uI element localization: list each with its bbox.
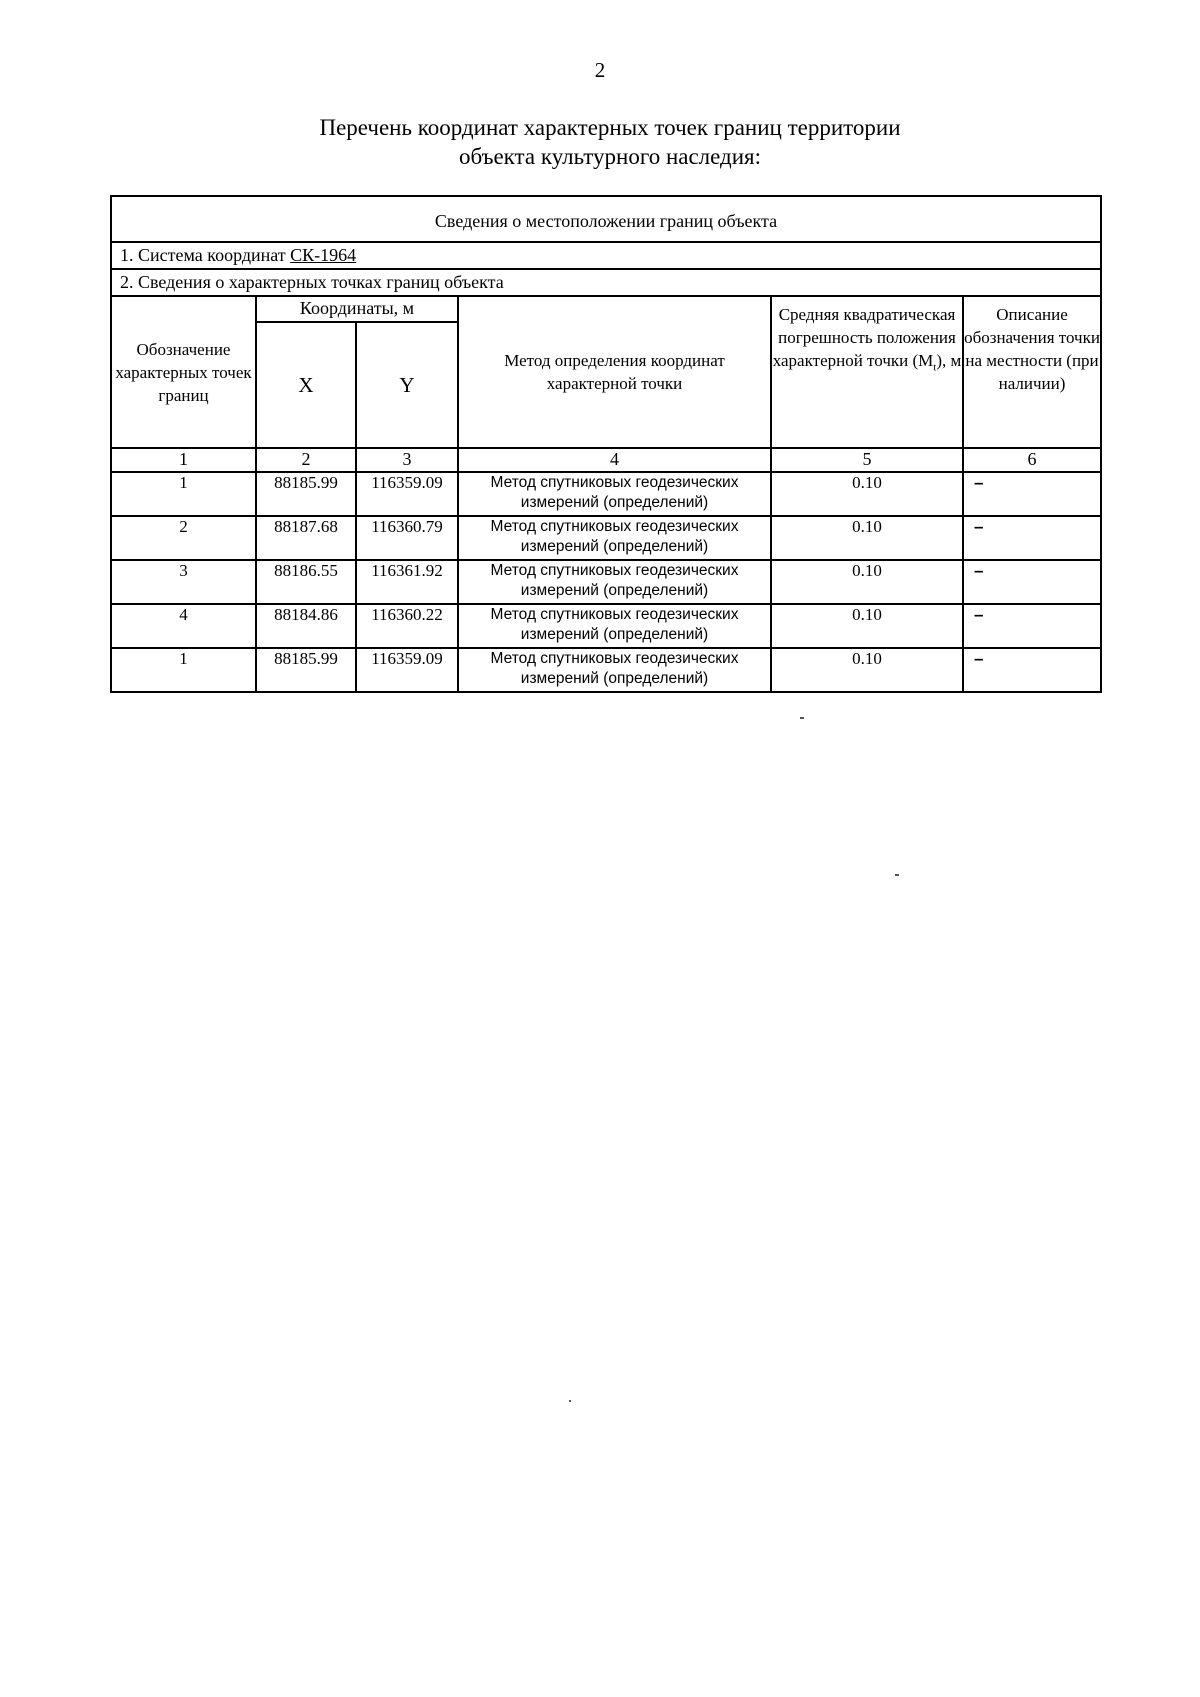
x-coordinate: 88185.99 bbox=[256, 648, 356, 692]
column-number: 1 bbox=[111, 448, 256, 472]
method-cell: Метод спутниковых геодезических измерений (определений) bbox=[458, 516, 771, 560]
y-coordinate: 116359.09 bbox=[356, 472, 458, 516]
header-x: X bbox=[256, 322, 356, 448]
method-cell: Метод спутниковых геодезических измерений (определений) bbox=[458, 648, 771, 692]
header-error-prefix: Средняя квадратическая погрешность положения характерной точки (M bbox=[772, 305, 956, 370]
table-row bbox=[111, 472, 1101, 516]
scan-speck bbox=[569, 1400, 571, 1402]
coordinate-system-label: 1. Система координат bbox=[120, 245, 291, 265]
description-cell: – bbox=[963, 604, 1101, 648]
coordinate-system-value: СК-1964 bbox=[290, 245, 357, 265]
y-coordinate: 116359.09 bbox=[356, 648, 458, 692]
column-number: 4 bbox=[458, 448, 771, 472]
header-designation: Обозначение характерных точек границ bbox=[111, 296, 256, 448]
description-cell: – bbox=[963, 560, 1101, 604]
point-number: 1 bbox=[111, 648, 256, 692]
x-coordinate: 88185.99 bbox=[256, 472, 356, 516]
header-error bbox=[771, 296, 963, 448]
y-coordinate: 116361.92 bbox=[356, 560, 458, 604]
coordinates-table bbox=[110, 195, 1102, 693]
table-row bbox=[111, 516, 1101, 560]
error-value: 0.10 bbox=[771, 472, 963, 516]
header-error-subscript: t bbox=[933, 361, 937, 374]
description-cell: – bbox=[963, 516, 1101, 560]
header-method: Метод определения координат характерной точки bbox=[458, 296, 771, 448]
scan-speck bbox=[895, 874, 899, 876]
error-value: 0.10 bbox=[771, 560, 963, 604]
location-banner: Сведения о местоположении границ объекта bbox=[111, 196, 1101, 242]
header-error-suffix: ), м bbox=[936, 351, 962, 370]
header-description: Описание обозначения точки на местности (при наличии) bbox=[963, 296, 1101, 448]
point-number: 4 bbox=[111, 604, 256, 648]
points-info-row: 2. Сведения о характерных точках границ объекта bbox=[111, 269, 1101, 296]
page-number: 2 bbox=[594, 58, 606, 82]
scan-speck bbox=[800, 717, 804, 719]
error-value: 0.10 bbox=[771, 604, 963, 648]
y-coordinate: 116360.22 bbox=[356, 604, 458, 648]
error-value: 0.10 bbox=[771, 516, 963, 560]
error-value: 0.10 bbox=[771, 648, 963, 692]
column-number: 2 bbox=[256, 448, 356, 472]
table-row bbox=[111, 648, 1101, 692]
x-coordinate: 88187.68 bbox=[256, 516, 356, 560]
y-coordinate: 116360.79 bbox=[356, 516, 458, 560]
header-y: Y bbox=[356, 322, 458, 448]
table-row bbox=[111, 560, 1101, 604]
description-cell: – bbox=[963, 648, 1101, 692]
point-number: 2 bbox=[111, 516, 256, 560]
document-title-line-2: объекта культурного наследия: bbox=[458, 144, 762, 169]
x-coordinate: 88186.55 bbox=[256, 560, 356, 604]
coordinate-system-row bbox=[111, 242, 1101, 269]
point-number: 1 bbox=[111, 472, 256, 516]
document-title bbox=[180, 113, 1040, 171]
point-number: 3 bbox=[111, 560, 256, 604]
column-number: 5 bbox=[771, 448, 963, 472]
description-cell: – bbox=[963, 472, 1101, 516]
table-row bbox=[111, 604, 1101, 648]
x-coordinate: 88184.86 bbox=[256, 604, 356, 648]
method-cell: Метод спутниковых геодезических измерений (определений) bbox=[458, 604, 771, 648]
column-number: 3 bbox=[356, 448, 458, 472]
column-number: 6 bbox=[963, 448, 1101, 472]
column-numbers-row bbox=[111, 448, 1101, 472]
method-cell: Метод спутниковых геодезических измерений (определений) bbox=[458, 560, 771, 604]
method-cell: Метод спутниковых геодезических измерений (определений) bbox=[458, 472, 771, 516]
document-title-line-1: Перечень координат характерных точек границ территории bbox=[319, 115, 901, 140]
header-coordinates-group: Координаты, м bbox=[256, 296, 458, 322]
